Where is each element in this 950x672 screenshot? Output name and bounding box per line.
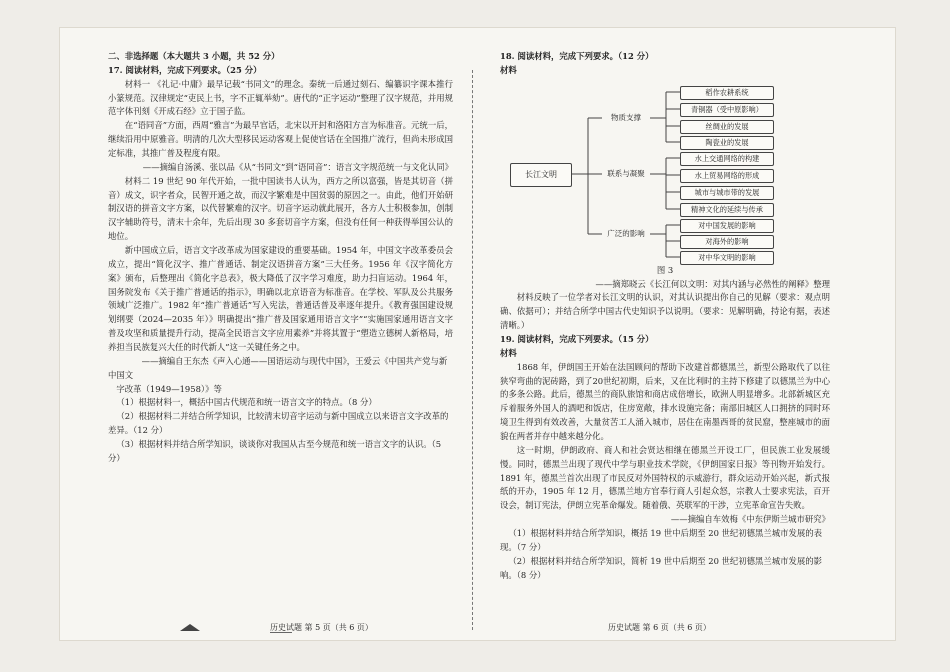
q19-heading: 19. 阅读材料，完成下列要求。（15 分） bbox=[500, 334, 654, 345]
diagram-item: 对中华文明的影响 bbox=[680, 251, 774, 265]
page-divider bbox=[472, 70, 473, 630]
diagram-item: 丝绸业的发展 bbox=[680, 120, 774, 134]
material2-source: ——摘编自王东杰《声入心通——国语运动与现代中国》，王爱云《中国共产党与新中国文 bbox=[108, 355, 448, 380]
diagram-item: 青铜器（受中原影响） bbox=[680, 103, 774, 117]
diagram-item: 水上交通网络的构建 bbox=[680, 152, 774, 166]
q19-source: ——摘编自车效梅《中东伊斯兰城市研究》 bbox=[670, 514, 830, 525]
material2-source-cont: 字改革（1949—1958）》等 bbox=[116, 383, 222, 394]
yangtze-civilization-diagram bbox=[500, 84, 830, 264]
diagram-branch-influence: 广泛的影响 bbox=[607, 228, 645, 238]
diagram-item: 稻作农耕系统 bbox=[680, 86, 774, 100]
diagram-item: 城市与城市带的发展 bbox=[680, 186, 774, 200]
diagram-item: 水上贸易网络的形成 bbox=[680, 169, 774, 183]
q19-material-label: 材料 bbox=[500, 347, 517, 358]
right-page bbox=[500, 50, 830, 582]
material2-paragraph: 材料二 19 世纪 90 年代开始，一批中国读书人认为，西方之所以富强，皆是其切音（拼音）成文，识字者众，民智开通之故，而汉字繁难是中国贫弱的原因之一。由此，他们开始研制汉语的拼音文字方案，以代替繁难的汉字。切音字运动就此展开，各方人士积极参加，创制汉字辅助符号，清末十余年，先后出现 30 多套切音字方案，但没有任何一种获得举国公认的地位。 bbox=[108, 175, 453, 242]
q17-part2: （2）根据材料二并结合所学知识，比较清末切音字运动与新中国成立以来语言文字改革的差异。（12 分） bbox=[108, 411, 449, 436]
material2-paragraph-2: 新中国成立后，语言文字改革成为国家建设的重要基础。1954 年，中国文字改革委员会成立，提出“简化汉字、推广普通话、制定汉语拼音方案”三大任务。1956 年《汉字简化方案》颁布，后整理出《简化字总表》，极大降低了汉字学习难度，助力扫盲运动。1964 年，国务院发布《关于推广普通话的指示》，明确以北京语音为标准音。在学校、军队及公共服务领域广泛推广。1982 年“推广普通话”写入宪法，普通话普及率逐年提升。《教育强国建设规划纲要（2024—2035 年）》明确提出“推广普及国家通用语言文字”“实施国家通用语言文字普及攻坚和质量提升行动，提高全民语言文字应用素养”并将其置于“塑造立德树人新格局，培养担当民族复兴大任的时代新人”这一关键任务之中。 bbox=[108, 245, 453, 353]
page-footer-right: 历史试题 第 6 页（共 6 页） bbox=[608, 623, 711, 632]
scan-mark-line bbox=[270, 632, 292, 633]
q18-task: 材料反映了一位学者对长江文明的认识，对其认识提出你自己的见解（要求：观点明确、依据可）；并结合所学中国古代史知识予以说明。（要求：见解明确，持论有据，表述清晰。） bbox=[500, 292, 830, 331]
section-heading: 二、非选择题（本大题共 3 小题，共 52 分） bbox=[108, 51, 280, 61]
q18-heading: 18. 阅读材料，完成下列要求。（12 分） bbox=[500, 51, 654, 61]
diagram-item: 对海外的影响 bbox=[680, 235, 774, 249]
q17-part1: （1）根据材料一，概括中国古代规范和统一语言文字的特点。（8 分） bbox=[116, 397, 377, 408]
material1-source: ——摘编自汤溪、张以品《从“书同文”到“语同音”：语言文字规范统一与文化认同》 bbox=[142, 161, 453, 172]
scan-mark-triangle bbox=[180, 624, 200, 631]
material1-paragraph-2: 在“语同音”方面，西周“雅言”为最早官话，北宋以开封和洛阳方言为标准音。元统一后，继续沿用中原雅音。明清的几次大型移民运动客观上促使官话在全国推广流行，但尚未形成国定标准，其推广普及程度有限。 bbox=[108, 120, 453, 159]
q18-material-label: 材料 bbox=[500, 64, 517, 75]
diagram-item: 对中国发展的影响 bbox=[680, 219, 774, 233]
q17-part3: （3）根据材料并结合所学知识，谈谈你对我国从古至今规范和统一语言文字的认识。（5 分） bbox=[108, 439, 442, 463]
diagram-item: 陶瓷业的发展 bbox=[680, 136, 774, 150]
diagram-root: 长江文明 bbox=[510, 163, 572, 187]
page-footer-left: 历史试题 第 5 页（共 6 页） bbox=[270, 623, 373, 632]
material1-paragraph: 材料一 《礼记·中庸》最早记载“书同文”的理念。秦统一后通过刻石、编纂识字课本推行小篆规范。汉律规定“吏民上书，字不正辄举劾”。唐代的“正字运动”整理了汉字规范，并用规范字体刊刻《开成石经》立于国子监。 bbox=[108, 78, 453, 117]
q19-paragraph: 1868 年，伊朗国王开始在法国顾问的帮助下改建首都德黑兰，新型公路取代了以往狭窄弯曲的泥砖路，到了20世纪初期，后来，又在比利时的主持下修建了以德黑兰为中心的多条公路。此后，德黑兰的商队旅馆和商店成倍增长，欧洲人明显增多。北部新城区充斥着服务外国人的酒吧和饭店，住房宽敞，排水设施完备；南部旧城区人口拥挤的同时环境卫生得到有效改善，大量贫苦工人涌入城市，居住在南墨西哥的贫民窟，整座城市的面貌在两者并存中越来越分化。 bbox=[500, 361, 830, 442]
diagram-branch-connection: 联系与凝聚 bbox=[607, 168, 645, 178]
q19-paragraph-2: 这一时期，伊朗政府、商人和社会贤达相继在德黑兰开设工厂，但民族工业发展缓慢。同时，德黑兰出现了现代中学与职业技术学院，《伊朗国家日报》等刊物开始发行。1891 年，德黑兰首次出现了市民反对外国特权的示威游行，群众运动开始兴起，新式报纸的开办，1905 年 12 月，德黑兰地方官奉行商人引起众怒，宗教人士要求宪法，百开设会，制订宪法，伊朗立宪革命爆发。随着俄、英联军的干涉，立宪革命宣告失败。 bbox=[500, 444, 830, 511]
figure-caption: 图 3 bbox=[656, 264, 674, 275]
q19-part2: （2）根据材料并结合所学知识，简析 19 世中后期至 20 世纪初德黑兰城市发展的影响。（8 分） bbox=[500, 555, 823, 580]
figure-source: ——摘郑晓云《长江何以文明：对其内涵与必然性的阐释》整理 bbox=[595, 278, 830, 289]
left-page bbox=[108, 50, 453, 466]
q17-heading: 17. 阅读材料，完成下列要求。（25 分） bbox=[108, 64, 262, 75]
q19-part1: （1）根据材料并结合所学知识，概括 19 世中后期至 20 世纪初德黑兰城市发展的表现。（7 分） bbox=[500, 528, 823, 552]
diagram-branch-material: 物质支撑 bbox=[611, 112, 641, 122]
diagram-item: 精神文化的延续与传承 bbox=[680, 203, 774, 217]
